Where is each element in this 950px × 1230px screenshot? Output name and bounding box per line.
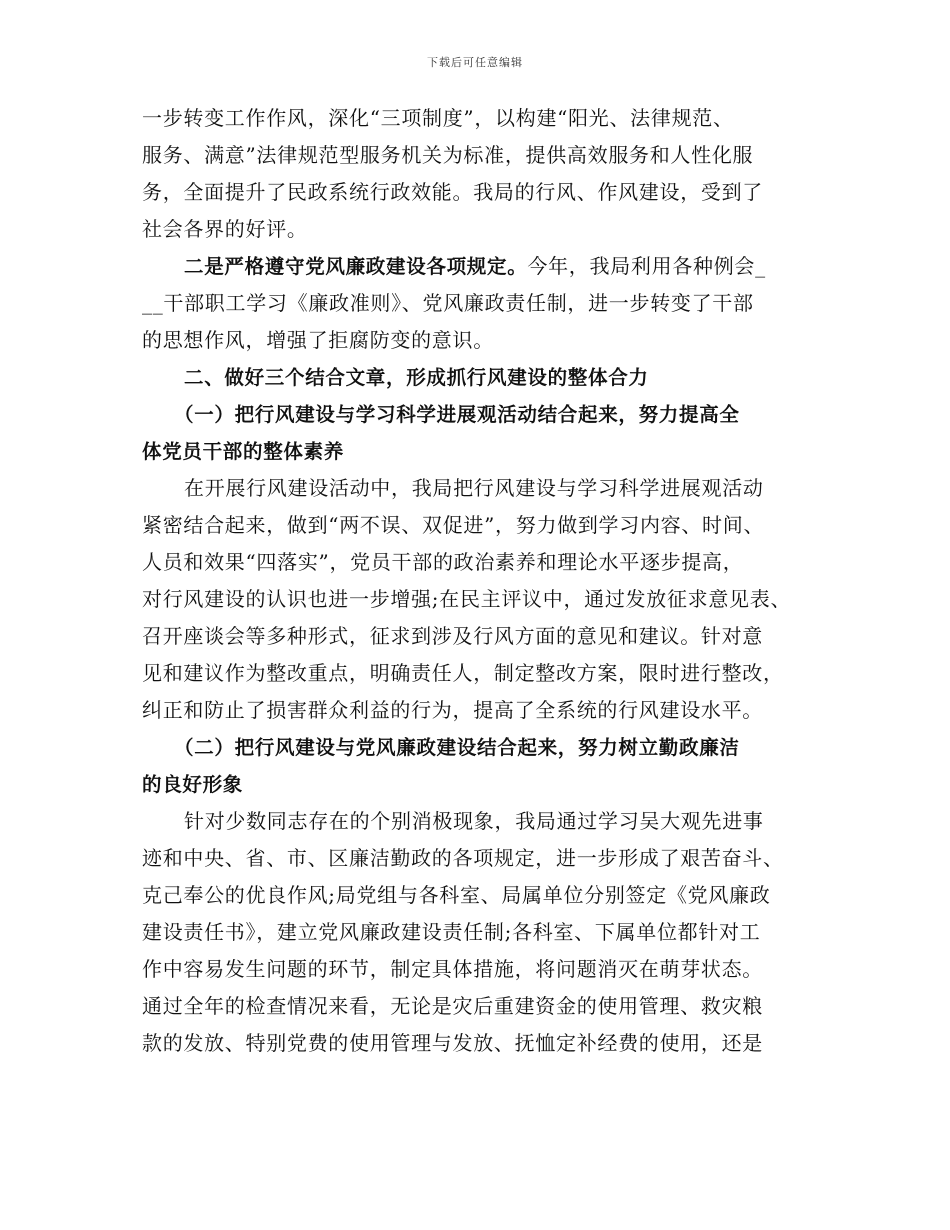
- paragraph-line: 召开座谈会等多种形式，征求到涉及行风方面的意见和建议。针对意: [142, 624, 763, 648]
- paragraph-line: 建设责任书》，建立党风廉政建设责任制;各科室、下属单位都针对工: [142, 920, 761, 944]
- paragraph-line: 针对少数同志存在的个别消极现象，我局通过学习吴大观先进事: [184, 809, 764, 833]
- section-heading: 二、做好三个结合文章，形成抓行风建设的整体合力: [184, 366, 649, 389]
- paragraph-line: 通过全年的检查情况来看，无论是灾后重建资金的使用管理、救灾粮: [142, 994, 763, 1018]
- paragraph-line-rest: 今年，我局利用各种例会_: [527, 254, 766, 278]
- paragraph-line: __干部职工学习《廉政准则》、党风廉政责任制，进一步转变了干部: [142, 291, 754, 315]
- paragraph-line: 一步转变工作作风，深化“三项制度”，以构建“阳光、法律规范、: [142, 106, 734, 130]
- paragraph-line: 社会各界的好评。: [142, 217, 308, 241]
- paragraph-line: 的思想作风，增强了拒腐防变的意识。: [142, 328, 494, 352]
- subsection-heading: （二）把行风建设与党风廉政建设结合起来，努力树立勤政廉洁: [174, 736, 740, 759]
- paragraph-line: [142, 248, 810, 285]
- paragraph-line: 紧密结合起来，做到“两不误、双促进”，努力做到学习内容、时间、: [142, 513, 765, 537]
- paragraph-line: 对行风建设的认识也进一步增强;在民主评议中，通过发放征求意见表、: [142, 587, 792, 611]
- document-body: [142, 100, 810, 1062]
- paragraph-line: 克己奉公的优良作风;局党组与各科室、局属单位分别签定《党风廉政: [142, 883, 771, 907]
- paragraph-line: 人员和效果“四落实”，党员干部的政治素养和理论水平逐步提高，: [142, 550, 744, 574]
- paragraph-line: 在开展行风建设活动中，我局把行风建设与学习科学进展观活动: [184, 476, 764, 500]
- subsection-heading: （一）把行风建设与学习科学进展观活动结合起来，努力提高全: [174, 403, 740, 426]
- paragraph-lead-bold: 二是严格遵守党风廉政建设各项规定。: [184, 255, 528, 278]
- paragraph-line: 作中容易发生问题的环节，制定具体措施，将问题消灭在萌芽状态。: [142, 957, 763, 981]
- subsection-heading-cont: 的良好形象: [142, 773, 244, 796]
- paragraph-line: 务，全面提升了民政系统行政效能。我局的行风、作风建设，受到了: [142, 180, 763, 204]
- paragraph-line: 款的发放、特别党费的使用管理与发放、抚恤定补经费的使用，还是: [142, 1031, 763, 1055]
- paragraph-line: 见和建议作为整改重点，明确责任人，制定整改方案，限时进行整改，: [142, 661, 784, 685]
- subsection-heading-cont: 体党员干部的整体素养: [142, 440, 345, 463]
- paragraph-line: 迹和中央、省、市、区廉洁勤政的各项规定，进一步形成了艰苦奋斗、: [142, 846, 784, 870]
- page-header: 下载后可任意编辑: [427, 56, 523, 69]
- paragraph-line: 纠正和防止了损害群众利益的行为，提高了全系统的行风建设水平。: [142, 698, 763, 722]
- paragraph-line: 服务、满意”法律规范型服务机关为标准，提供高效服务和人性化服: [142, 143, 754, 167]
